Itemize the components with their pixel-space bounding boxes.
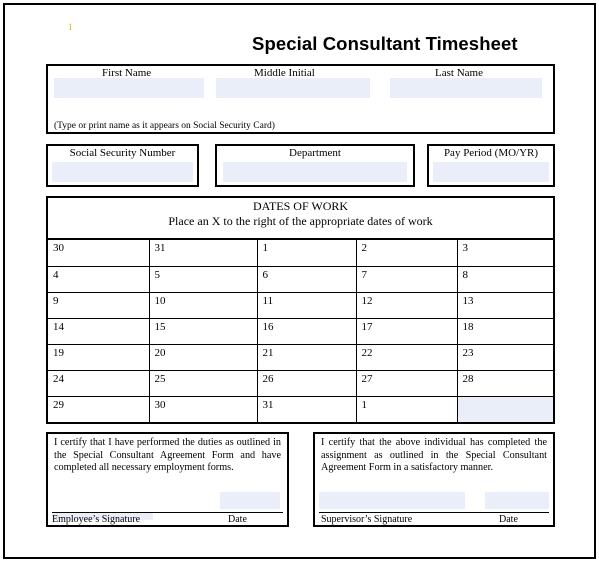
signature-line (319, 512, 549, 513)
date-cell[interactable]: 16 (257, 318, 356, 344)
date-cell[interactable]: 21 (257, 344, 356, 370)
date-cell[interactable]: 19 (48, 344, 149, 370)
supervisor-certification (313, 432, 555, 527)
date-cell[interactable]: 17 (356, 318, 457, 344)
date-cell[interactable]: 2 (356, 240, 457, 266)
date-cell[interactable]: 4 (48, 266, 149, 292)
date-cell[interactable] (457, 396, 553, 422)
page-mark: 1 (68, 22, 73, 32)
employee-signature-label: Employee’s Signature (52, 514, 141, 525)
date-cell[interactable]: 10 (149, 292, 257, 318)
dates-row (48, 292, 553, 318)
date-cell[interactable]: 3 (457, 240, 553, 266)
date-cell[interactable]: 27 (356, 370, 457, 396)
employee-cert-text: I certify that I have performed the duties as outlined in the Special Consultant Agreement Form and have completed all necessary employment forms. (54, 437, 281, 474)
date-cell[interactable]: 26 (257, 370, 356, 396)
employee-certification (46, 432, 289, 527)
dates-row (48, 396, 553, 422)
date-cell[interactable]: 1 (257, 240, 356, 266)
first-name-label: First Name (102, 67, 152, 79)
date-cell[interactable]: 30 (48, 240, 149, 266)
middle-initial-field[interactable] (216, 78, 370, 98)
page-title: Special Consultant Timesheet (252, 33, 518, 54)
last-name-label: Last Name (435, 67, 483, 79)
dates-grid (48, 240, 553, 422)
name-hint: (Type or print name as it appears on Social Security Card) (54, 121, 275, 131)
dates-row (48, 370, 553, 396)
last-name-field[interactable] (390, 78, 542, 98)
department-field[interactable] (223, 162, 407, 182)
date-cell[interactable]: 30 (149, 396, 257, 422)
date-cell[interactable]: 23 (457, 344, 553, 370)
date-cell[interactable]: 20 (149, 344, 257, 370)
supervisor-signature-label: Supervisor’s Signature (321, 514, 413, 525)
date-cell[interactable]: 13 (457, 292, 553, 318)
date-cell[interactable]: 18 (457, 318, 553, 344)
dates-heading: DATES OF WORK (252, 199, 349, 213)
ssn-section (46, 144, 199, 187)
date-cell[interactable]: 15 (149, 318, 257, 344)
date-cell[interactable]: 24 (48, 370, 149, 396)
dates-row (48, 240, 553, 266)
department-label: Department (289, 147, 341, 159)
date-cell[interactable]: 28 (457, 370, 553, 396)
ssn-field[interactable] (52, 162, 193, 182)
date-cell[interactable]: 6 (257, 266, 356, 292)
date-cell[interactable]: 9 (48, 292, 149, 318)
date-cell[interactable]: 31 (257, 396, 356, 422)
first-name-field[interactable] (54, 78, 204, 98)
pay-period-section (427, 144, 555, 187)
supervisor-signature-field[interactable] (319, 492, 465, 509)
supervisor-date-field[interactable] (485, 492, 549, 509)
date-cell[interactable]: 31 (149, 240, 257, 266)
name-section (46, 64, 555, 134)
date-cell[interactable]: 11 (257, 292, 356, 318)
date-cell[interactable]: 29 (48, 396, 149, 422)
middle-initial-label: Middle Initial (254, 67, 315, 79)
ssn-label: Social Security Number (69, 147, 176, 159)
pay-period-label: Pay Period (MO/YR) (443, 147, 539, 159)
dates-row (48, 266, 553, 292)
signature-line (52, 512, 283, 513)
dates-of-work-section (46, 196, 555, 424)
date-cell[interactable]: 8 (457, 266, 553, 292)
supervisor-date-label: Date (499, 514, 518, 525)
date-cell[interactable]: 25 (149, 370, 257, 396)
dates-row (48, 318, 553, 344)
date-cell[interactable]: 14 (48, 318, 149, 344)
employee-date-field[interactable] (220, 492, 280, 509)
date-cell[interactable]: 12 (356, 292, 457, 318)
employee-date-label: Date (228, 514, 247, 525)
dates-row (48, 344, 553, 370)
date-cell[interactable]: 5 (149, 266, 257, 292)
date-cell[interactable]: 22 (356, 344, 457, 370)
department-section (215, 144, 415, 187)
date-cell[interactable]: 7 (356, 266, 457, 292)
dates-header (48, 198, 553, 240)
dates-instruction: Place an X to the right of the appropriate dates of work (168, 214, 433, 228)
supervisor-cert-text: I certify that the above individual has completed the assignment as outlined in the Special Consultant Agreement Form in a satisfactory manner. (321, 437, 547, 474)
date-cell[interactable]: 1 (356, 396, 457, 422)
pay-period-field[interactable] (433, 162, 549, 182)
